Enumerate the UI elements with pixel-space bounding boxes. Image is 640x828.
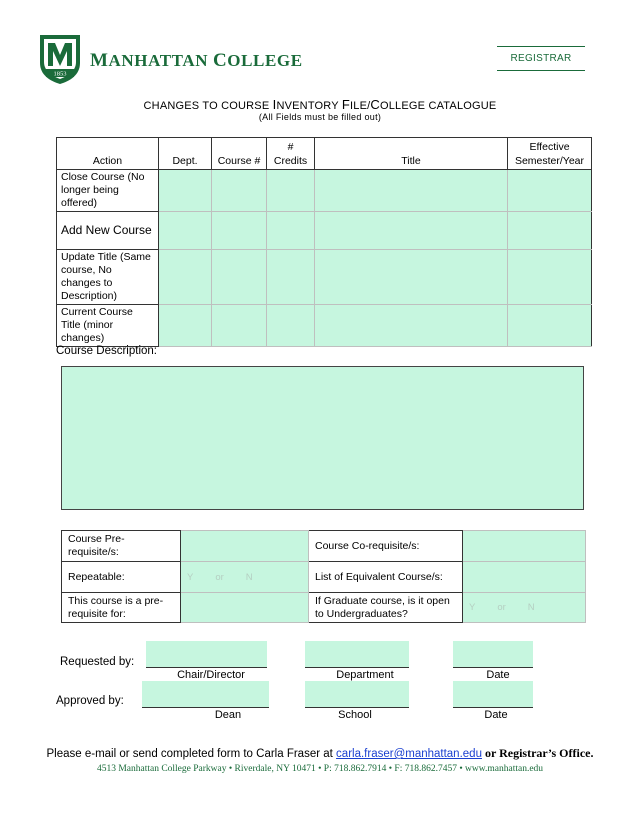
- credits-field[interactable]: [267, 170, 315, 212]
- equivalent-label: List of Equivalent Course/s:: [309, 562, 463, 593]
- title-field[interactable]: [315, 305, 508, 347]
- college-address: 4513 Manhattan College Parkway • Riverdale, NY 10471 • P: 718.862.7914 • F: 718.862.7457 • www.manhattan.edu: [96, 764, 544, 774]
- requested-by-label: Requested by:: [60, 656, 135, 668]
- row-label: Update Title (Same course, No changes to Description): [57, 250, 159, 305]
- credits-field[interactable]: [267, 212, 315, 250]
- prereq-for-label: This course is a pre-requisite for:: [62, 593, 181, 623]
- grad-open-field[interactable]: [463, 593, 586, 623]
- signature-line: [453, 667, 533, 668]
- signature-line: [142, 707, 269, 708]
- effective-field[interactable]: [508, 305, 592, 347]
- date-caption: Date: [486, 669, 510, 681]
- coreq-label: Course Co-requisite/s:: [309, 531, 463, 562]
- effective-field[interactable]: [508, 250, 592, 305]
- course-description-label: Course Description:: [56, 345, 157, 357]
- repeatable-field[interactable]: [181, 562, 309, 593]
- yes-option[interactable]: Y: [187, 571, 194, 583]
- email-link[interactable]: carla.fraser@manhattan.edu: [336, 748, 482, 760]
- form-subtitle: (All Fields must be filled out): [258, 112, 382, 122]
- yes-option[interactable]: Y: [469, 602, 476, 613]
- course-description-field[interactable]: [61, 366, 584, 510]
- header-effective: Effective Semester/Year: [508, 138, 592, 170]
- effective-field[interactable]: [508, 212, 592, 250]
- credits-field[interactable]: [267, 305, 315, 347]
- prereq-field[interactable]: [181, 531, 309, 562]
- table-row: [57, 305, 592, 347]
- credits-field[interactable]: [267, 250, 315, 305]
- no-option[interactable]: N: [245, 571, 253, 583]
- title-field[interactable]: [315, 212, 508, 250]
- header-title: Title: [315, 138, 508, 170]
- header-action: Action: [57, 138, 159, 170]
- header-dept: Dept.: [159, 138, 212, 170]
- department-field[interactable]: [305, 641, 409, 667]
- table-row: [57, 250, 592, 305]
- table-row: [62, 593, 586, 623]
- approved-by-label: Approved by:: [56, 695, 124, 707]
- course-change-table: [56, 137, 592, 347]
- equivalent-field[interactable]: [463, 562, 586, 593]
- college-name: MANHATTAN COLLEGE: [90, 50, 303, 71]
- submission-note: Please e-mail or send completed form to Carla Fraser at carla.fraser@manhattan.edu or Registrar’s Office.: [46, 746, 594, 760]
- dept-field[interactable]: [159, 170, 212, 212]
- dept-field[interactable]: [159, 212, 212, 250]
- dept-field[interactable]: [159, 250, 212, 305]
- dept-field[interactable]: [159, 305, 212, 347]
- effective-field[interactable]: [508, 170, 592, 212]
- date-caption: Date: [484, 709, 508, 721]
- chair-caption: Chair/Director: [177, 669, 245, 681]
- header-course-number: Course #: [212, 138, 267, 170]
- requested-date-field[interactable]: [453, 641, 533, 667]
- table-row: [57, 170, 592, 212]
- table-header-row: [57, 138, 592, 170]
- chair-signature-field[interactable]: [146, 641, 267, 667]
- signature-line: [453, 707, 533, 708]
- course-number-field[interactable]: [212, 305, 267, 347]
- dean-signature-field[interactable]: [142, 681, 269, 707]
- registrar-label: REGISTRAR: [497, 46, 585, 71]
- school-field[interactable]: [305, 681, 409, 707]
- coreq-field[interactable]: [463, 531, 586, 562]
- course-number-field[interactable]: [212, 250, 267, 305]
- no-option[interactable]: N: [527, 602, 535, 613]
- signature-line: [305, 707, 409, 708]
- form-title: CHANGES TO COURSE INVENTORY FILE/COLLEGE CATALOGUE: [143, 97, 497, 112]
- school-caption: School: [338, 709, 372, 721]
- department-caption: Department: [336, 669, 394, 681]
- table-row: [57, 212, 592, 250]
- title-field[interactable]: [315, 170, 508, 212]
- header-credits: # Credits: [267, 138, 315, 170]
- dean-caption: Dean: [214, 709, 242, 721]
- prereq-label: Course Pre-requisite/s:: [62, 531, 181, 562]
- requisites-table: [61, 530, 586, 623]
- or-text: or: [215, 571, 224, 583]
- logo-year: 1853: [53, 70, 67, 78]
- title-field[interactable]: [315, 250, 508, 305]
- course-number-field[interactable]: [212, 212, 267, 250]
- row-label: Close Course (No longer being offered): [57, 170, 159, 212]
- grad-open-label: If Graduate course, is it open to Undergraduates?: [309, 593, 463, 623]
- row-label: Current Course Title (minor changes): [57, 305, 159, 347]
- row-label: Add New Course: [57, 212, 159, 250]
- table-row: [62, 531, 586, 562]
- repeatable-label: Repeatable:: [62, 562, 181, 593]
- college-logo-icon: [38, 33, 82, 85]
- course-number-field[interactable]: [212, 170, 267, 212]
- or-text: or: [497, 602, 506, 613]
- signature-line: [305, 667, 409, 668]
- approved-date-field[interactable]: [453, 681, 533, 707]
- table-row: [62, 562, 586, 593]
- prereq-for-field[interactable]: [181, 593, 309, 623]
- signature-line: [146, 667, 267, 668]
